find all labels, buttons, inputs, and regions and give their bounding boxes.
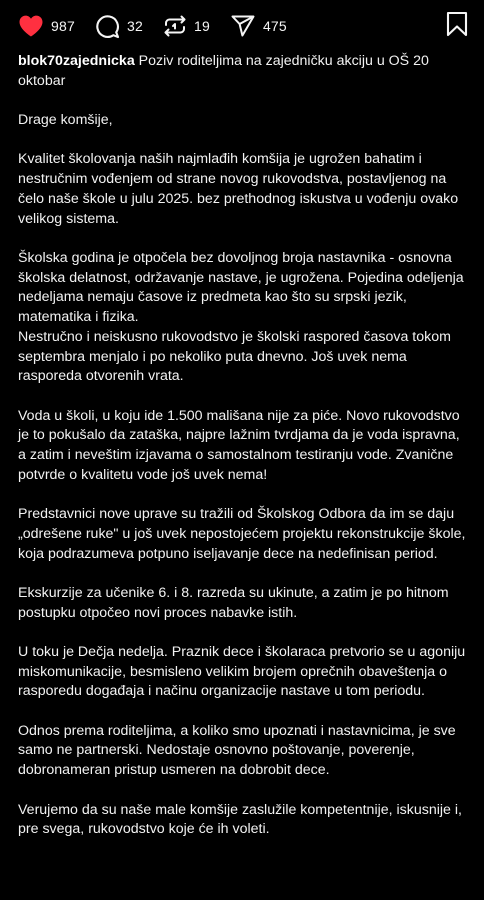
caption-paragraph: Ekskurzije za učenike 6. i 8. razreda su ukinute, a zatim je po hitnom postupku otpočeo novi proces nabavke istih. (18, 584, 449, 621)
comment-count: 32 (126, 18, 143, 34)
repost-icon (163, 14, 187, 38)
comment-button[interactable] (95, 14, 143, 39)
repost-count: 19 (193, 18, 210, 34)
post-action-bar (18, 9, 468, 43)
caption-paragraph: Voda u školi, u koju ide 1.500 mališana nije za piće. Novo rukovodstvo je to pokušalo da zataška, najpre lažnim tvrdjama da je voda ispravna, a zatim i neveštim izjavama o samostalnom testiranju vode. Zvanične potvrde o kvalitetu vode još uvek nema! (18, 407, 460, 483)
caption-paragraph: Nestručno i neiskusno rukovodstvo je školski raspored časova tokom septembra menjalo i po nekoliko puta dnevno. Još uvek nema rasporeda otvorenih vrata. (18, 328, 451, 385)
heart-icon (18, 14, 44, 38)
caption-paragraph: Kvalitet školovanja naših najmlađih komšija je ugrožen bahatim i nestručnim vođenjem od strane novog rukovodstva, postavljenog na čelo naše škole u julu 2025. bez prethodnog iskustva u vođenju ovako velikog sistema. (18, 151, 459, 227)
username[interactable]: blok70zajednicka (18, 53, 135, 69)
bookmark-icon (446, 11, 468, 37)
save-button[interactable] (446, 11, 468, 42)
like-count: 987 (51, 18, 75, 34)
greeting: Drage komšije, (18, 112, 113, 129)
caption-paragraph: Školska godina je otpočela bez dovoljnog broja nastavnika - osnovna školska delatnost, održavanje nastave, je ugrožena. Pojedina odeljenja nedeljama nemaju časove iz predmeta kao što su srpski jezik, matematika i fizika. (18, 249, 464, 326)
post-title: Poziv roditeljima na zajedničku akciju u OŠ 20 oktobar (18, 53, 429, 89)
share-button[interactable] (230, 14, 287, 38)
caption-paragraph: Predstavnici nove uprave su tražili od Školskog Odbora da im se daju „odrešene ruke" u još uvek nepostojećem projektu rekonstrukcije škole, koja podrazumeva potpuno iseljavanje dece na nedefinisan period. (18, 506, 466, 562)
like-button[interactable] (18, 14, 75, 38)
send-icon (230, 14, 256, 38)
post-caption (18, 52, 468, 860)
caption-header (18, 52, 468, 91)
comment-icon (95, 14, 120, 39)
caption-paragraph: Odnos prema roditeljima, a koliko smo upoznati i nastavnicima, je sve samo ne partnerski. Nedostaje osnovno poštovanje, poverenje, dobronameran pristup usmeren na dobrobit dece. (18, 722, 456, 779)
repost-button[interactable] (163, 14, 210, 38)
share-count: 475 (262, 18, 287, 34)
caption-paragraph: U toku je Dečja nedelja. Praznik dece i školaraca pretvorio se u agoniju miskomunikacije, besmisleno velikim brojem oprečnih obaveštenja o rasporedu događaja i načinu organizacije nastave u tom periodu. (18, 643, 466, 700)
caption-paragraph: Verujemo da su naše male komšije zaslužile kompetentnije, iskusnije i, pre svega, rukovodstvo koje će ih voleti. (18, 801, 462, 838)
